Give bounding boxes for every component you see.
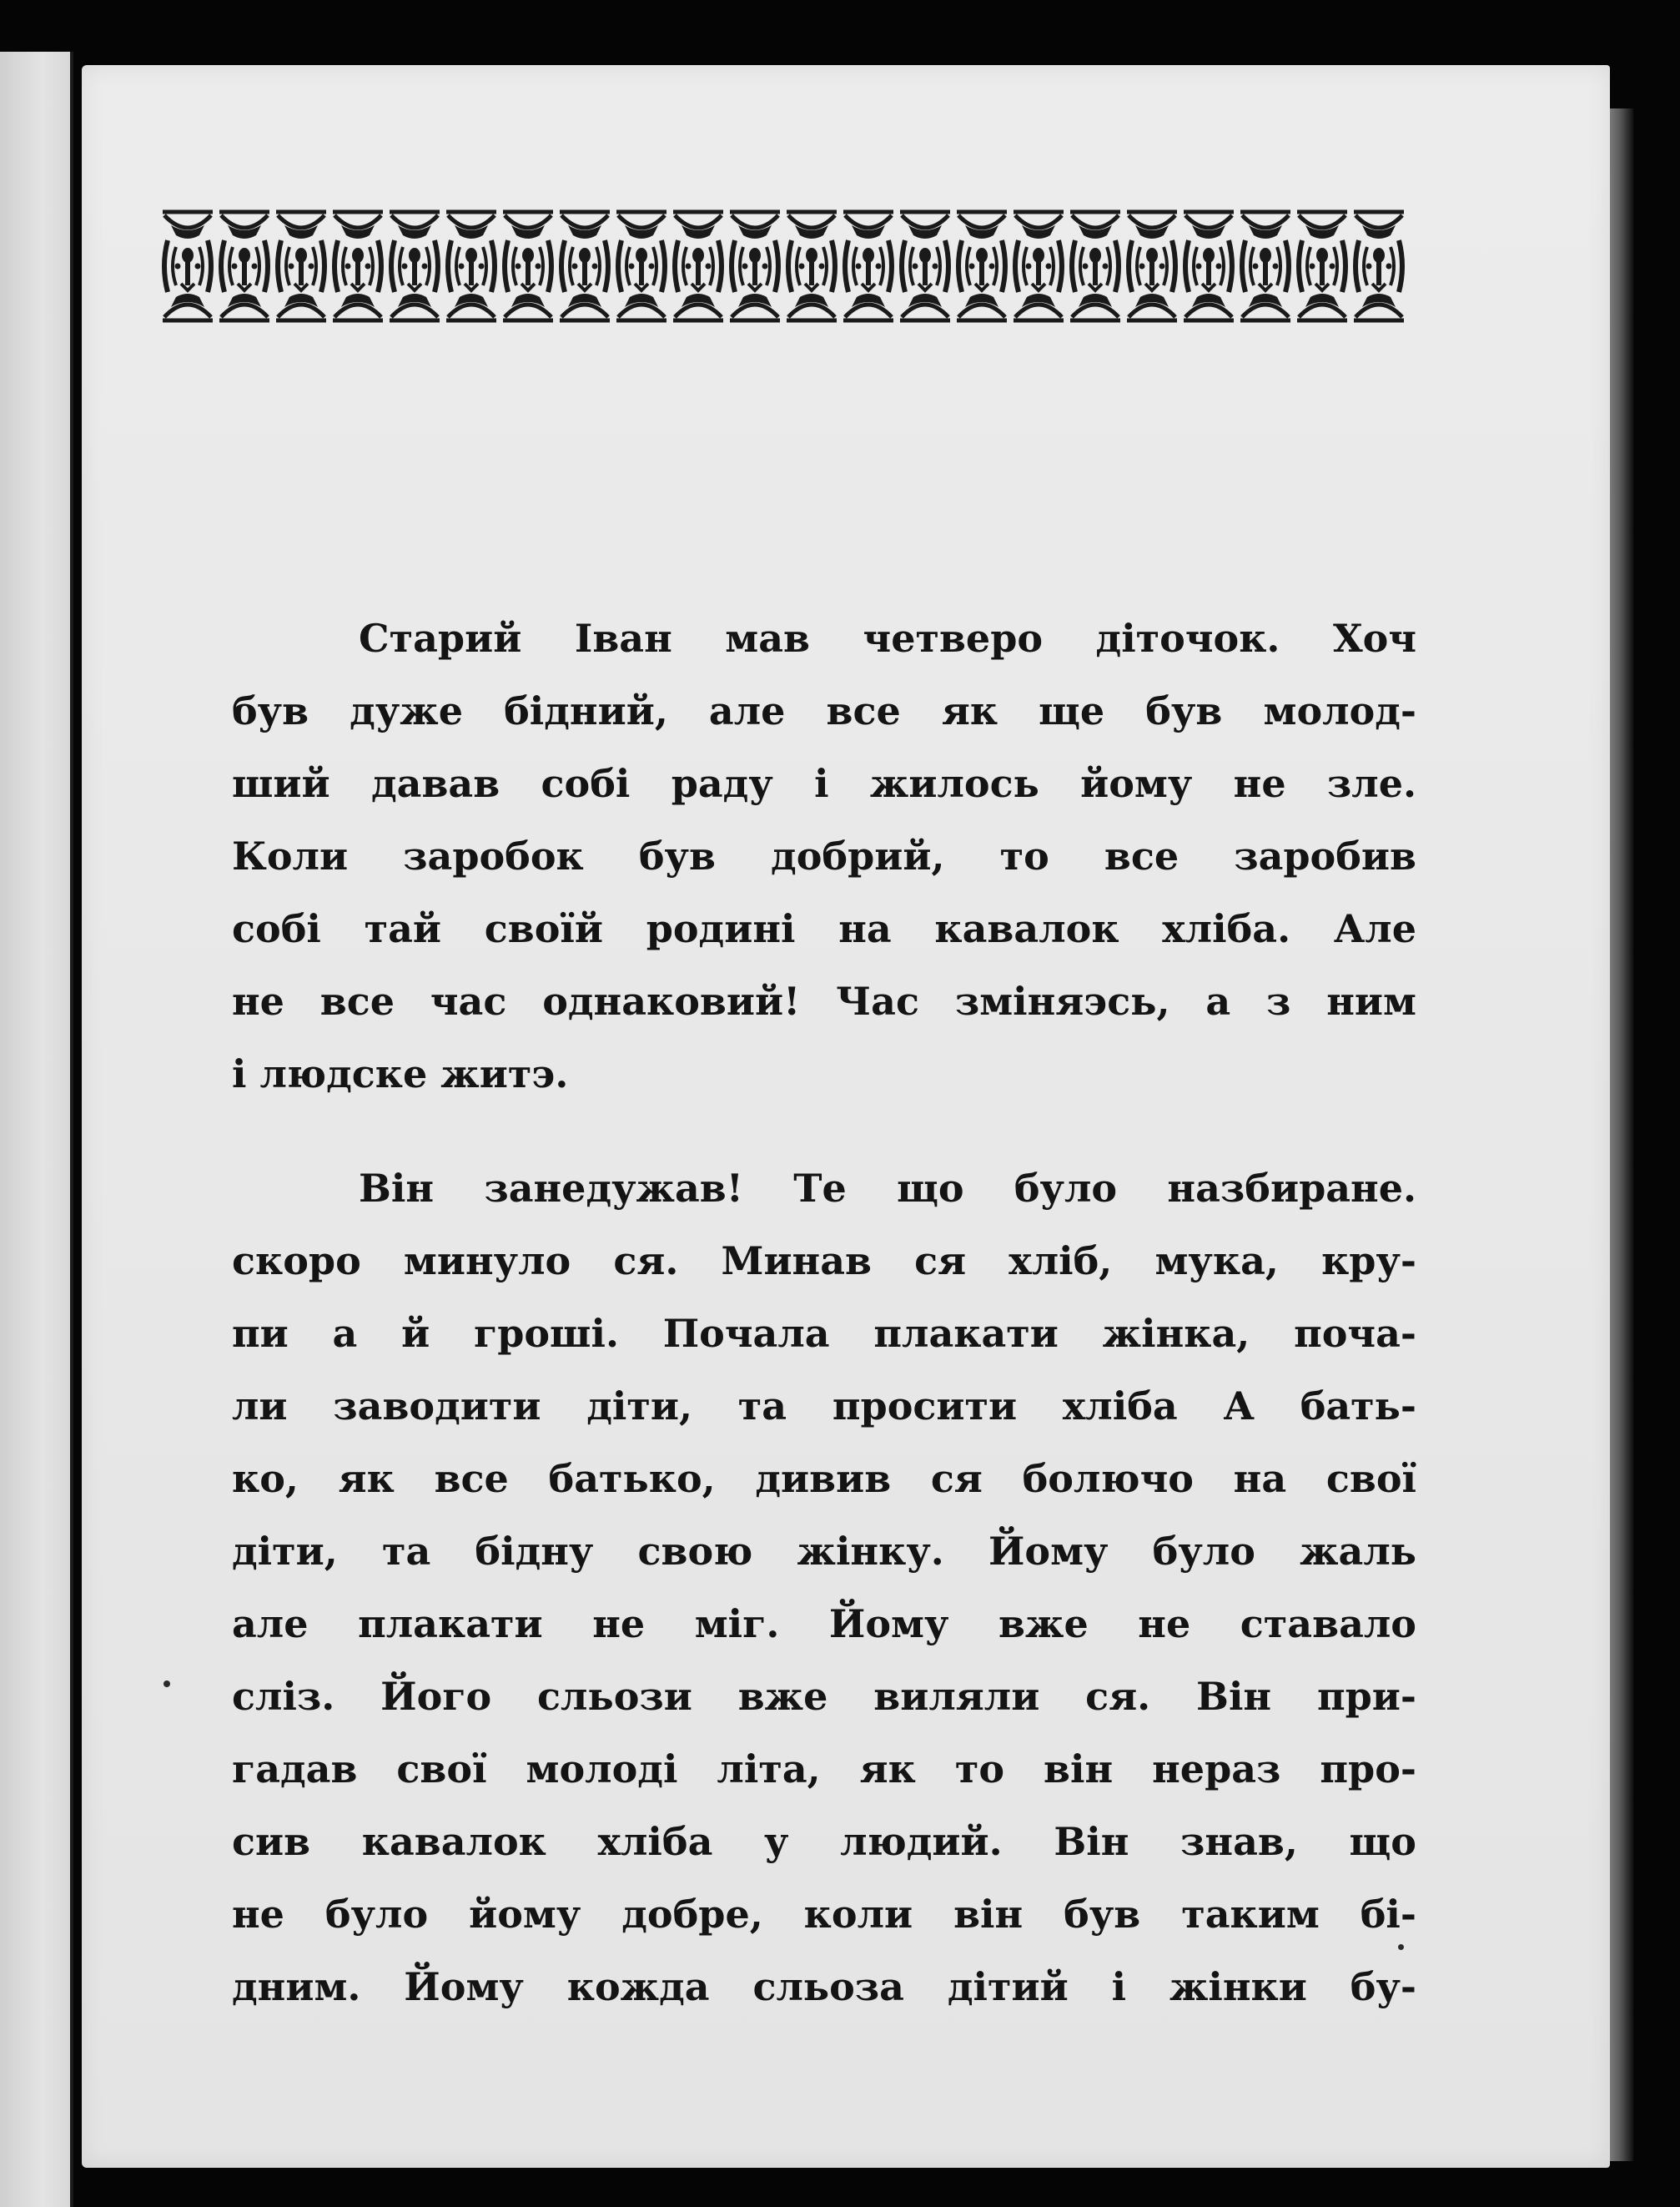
text-line: скоро минуло ся. Минав ся хліб, мука, кру-: [232, 1238, 1416, 1283]
ornament-knot: [276, 212, 326, 320]
ornament-knot: [730, 212, 780, 320]
text-line: ко, як все батько, дивив ся болючо на свої: [232, 1456, 1416, 1501]
paragraph-2: [232, 1152, 1416, 2023]
ornament-knot: [1014, 212, 1064, 320]
ornament-knot: [787, 212, 837, 320]
text-line: дним. Йому кожда сльоза дітий і жінки бу-: [232, 1964, 1416, 2009]
ornament-knot: [616, 212, 666, 320]
ornament-knot: [843, 212, 893, 320]
text-line: і людске житэ.: [232, 1051, 569, 1096]
text-line: був дуже бідний, але все як ще був молод-: [232, 688, 1416, 733]
ornament-knot: [333, 212, 383, 320]
print-speck: [1398, 1944, 1404, 1950]
facing-page-edge: [0, 52, 73, 2207]
text-line: пи а й гроші. Почала плакати жінка, поча-: [232, 1311, 1416, 1356]
paragraph-1: [232, 602, 1416, 1111]
ornament-knot: [1184, 212, 1234, 320]
ornament-knot: [446, 212, 496, 320]
text-line: Коли заробок був добрий, то все заробив: [232, 834, 1416, 879]
text-line: не було йому добре, коли він був таким бі-: [232, 1892, 1416, 1937]
ornament-knot: [219, 212, 269, 320]
ornament-knot: [560, 212, 610, 320]
ornament-knot: [673, 212, 723, 320]
text-line: сліз. Його сльози вже виляли ся. Він при-: [232, 1674, 1416, 1719]
ornament-knot: [1240, 212, 1290, 320]
ornamental-header-border: [158, 207, 1408, 325]
ornament-knot: [1354, 212, 1404, 320]
text-line: собі тай своїй родині на кавалок хліба. Але: [232, 906, 1416, 951]
text-line: гадав свої молоді літа, як то він нераз про-: [232, 1746, 1416, 1791]
ornament-knot: [1070, 212, 1120, 320]
ornament-knot: [1127, 212, 1177, 320]
text-line: Він занедужав! Те що було назбиране.: [359, 1166, 1416, 1211]
text-line: діти, та бідну свою жінку. Йому було жаль: [232, 1529, 1416, 1574]
print-speck: [163, 1680, 170, 1687]
ornament-knot: [1297, 212, 1347, 320]
ornament-knot: [900, 212, 950, 320]
ornament-knot: [163, 212, 213, 320]
text-line: Старий Іван мав четверо діточок. Хоч: [359, 616, 1416, 661]
text-line: ший давав собі раду і жилось йому не зле.: [232, 761, 1416, 806]
body-text: [232, 602, 1416, 2023]
ornament-knot: [503, 212, 553, 320]
text-line: не все час однаковий! Час зміняэсь, а з ним: [232, 979, 1416, 1024]
ornament-knot: [390, 212, 440, 320]
text-line: але плакати не міг. Йому вже не ставало: [232, 1601, 1416, 1646]
ornament-knot: [957, 212, 1007, 320]
text-line: сив кавалок хліба у людий. Він знав, що: [232, 1819, 1416, 1864]
text-line: ли заводити діти, та просити хліба А бать-: [232, 1383, 1416, 1429]
